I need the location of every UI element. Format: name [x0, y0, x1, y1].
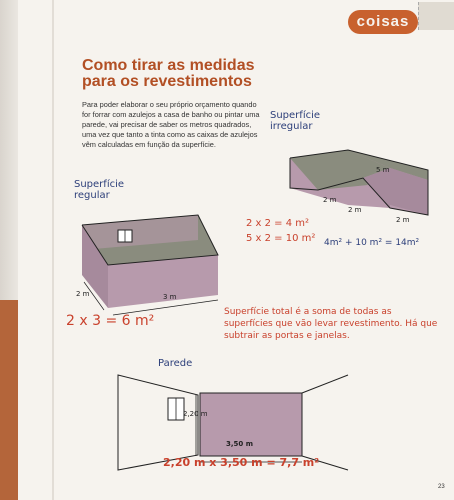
page-number: 23: [438, 484, 445, 490]
irregular-dim-c: 2 m: [348, 206, 362, 214]
irregular-dim-d: 2 m: [396, 216, 410, 224]
irregular-dim-b: 2 m: [323, 196, 337, 204]
wall-dim-width: 3,50 m: [226, 440, 254, 448]
regular-dim-width: 3 m: [163, 293, 177, 301]
irregular-formula-2: 5 x 2 = 10 m²: [246, 233, 316, 244]
intro-paragraph: Para poder elaborar o seu próprio orçamento quando for forrar com azulejos a casa de banho ou pintar uma parede, vai precisar de saber os metros quadrados, uma vez que tanto a tinta como as caixas de azulejos vêm calculadas em função da superfície.: [82, 100, 260, 150]
regular-formula: 2 x 3 = 6 m²: [66, 313, 155, 329]
irregular-label-line1: Superfície: [270, 110, 321, 121]
page-title: Como tirar as medidas para os revestimentos: [82, 57, 255, 90]
illustrations: [18, 0, 454, 500]
regular-room-illustration: [82, 215, 218, 315]
wall-dim-height: 2,20 m: [183, 410, 208, 418]
irregular-label: [270, 110, 320, 132]
irregular-formula-1: 2 x 2 = 4 m²: [246, 218, 310, 229]
irregular-dim-a: 5 m: [376, 166, 390, 174]
regular-label-line1: Superfície: [74, 179, 125, 190]
wall-formula: 2,20 m x 3,50 m = 7,7 m²: [163, 456, 320, 469]
total-surface-note: Superfície total é a soma de todas as superfícies que vão levar revestimento. Há que subtrair as portas e janelas.: [224, 307, 438, 341]
regular-dim-depth: 2 m: [76, 290, 90, 298]
irregular-label-line2: irregular: [270, 121, 313, 132]
regular-label: [74, 179, 124, 201]
regular-label-line2: regular: [74, 190, 110, 201]
section-badge-label: coisas: [356, 13, 410, 30]
book-page: [18, 0, 454, 500]
irregular-total: 4m² + 10 m² = 14m²: [324, 238, 420, 248]
wall-label: Parede: [158, 358, 193, 369]
